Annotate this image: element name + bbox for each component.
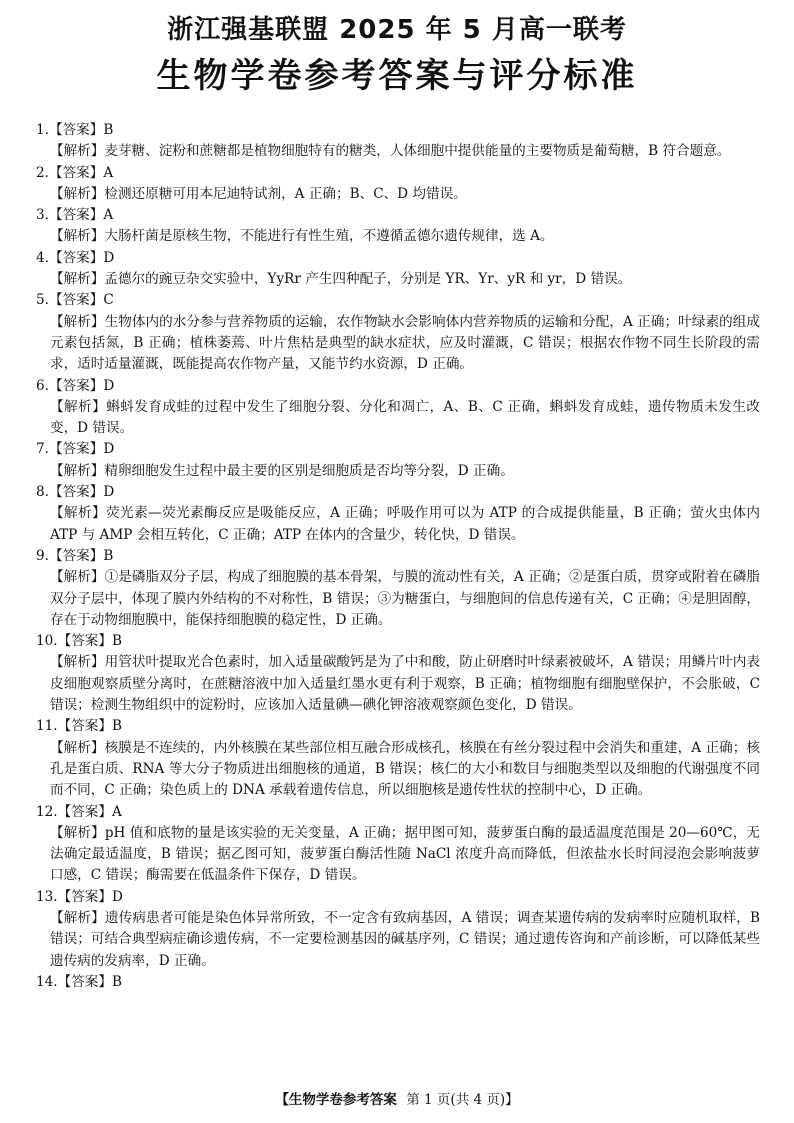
answer-value: D — [103, 249, 115, 266]
answer-item — [36, 205, 760, 248]
answer-line — [36, 972, 760, 993]
explanation — [36, 312, 760, 376]
answer-tag: 【答案】 — [48, 377, 104, 394]
answer-line — [36, 802, 760, 823]
answer-item — [36, 716, 760, 801]
answer-line — [36, 546, 760, 567]
answer-item — [36, 290, 760, 375]
question-number: 8. — [36, 484, 49, 501]
answer-tag: 【答案】 — [57, 888, 112, 905]
answer-line — [36, 887, 760, 908]
explanation-text: 蝌蚪发育成蛙的过程中发生了细胞分裂、分化和凋亡，A、B、C 正确，蝌蚪发育成蛙，遗传物质未发生改变，D 错误。 — [50, 398, 761, 437]
answer-item — [36, 802, 760, 887]
answer-value: B — [112, 718, 122, 735]
question-number: 5. — [36, 292, 49, 309]
explanation — [36, 908, 760, 972]
explanation — [36, 652, 760, 716]
answer-value: B — [112, 973, 122, 990]
explanation — [36, 184, 760, 205]
answer-list — [36, 120, 760, 993]
answer-value: A — [103, 207, 114, 224]
answer-item — [36, 376, 760, 440]
explanation — [36, 269, 760, 290]
explanation-text: 麦芽糖、淀粉和蔗糖都是植物细胞特有的糖类，人体细胞中提供能量的主要物质是葡萄糖，B 符合题意。 — [104, 143, 731, 160]
question-number: 3. — [36, 207, 49, 224]
document-title: 生物学卷参考答案与评分标准 — [156, 56, 638, 96]
answer-value: C — [103, 292, 114, 309]
answer-item — [36, 120, 760, 163]
explanation-tag: 【解析】 — [50, 228, 105, 245]
answer-line — [36, 248, 760, 269]
answer-tag: 【答案】 — [48, 122, 104, 138]
answer-line — [36, 482, 760, 503]
question-number: 13. — [36, 888, 58, 905]
answer-line — [36, 205, 760, 226]
question-number: 12. — [36, 803, 58, 820]
explanation-text: ①是磷脂双分子层，构成了细胞膜的基本骨架，与膜的流动性有关，A 正确；②是蛋白质，贯穿或附着在磷脂双分子层中，体现了膜内外结构的不对称性，B 错误；③为糖蛋白，与细胞间的信息传递有关，C 正确；④是胆固醇，存在于动物细胞膜中，能保持细胞膜的稳定性，D 正确。 — [50, 569, 760, 628]
answer-item — [36, 887, 760, 972]
question-number: 10. — [36, 633, 58, 650]
answer-item — [36, 482, 760, 546]
explanation — [36, 567, 760, 631]
answer-value: A — [103, 164, 114, 181]
answer-item — [36, 631, 760, 716]
explanation — [36, 226, 760, 247]
answer-value: B — [112, 633, 122, 650]
explanation-text: 核膜是不连续的，内外核膜在某些部位相互融合形成核孔，核膜在有丝分裂过程中会消失和重建，A 正确；核孔是蛋白质、RNA 等大分子物质进出细胞核的通道，B 错误；核仁的大小和数目与细胞类型以及细胞的代谢强度不同而不同，C 正确；染色质上的 DNA 承载着遗传信息，所以细胞核是遗传性状的控制中心，D 正确。 — [50, 739, 760, 799]
answer-line — [36, 376, 760, 397]
answer-tag: 【答案】 — [57, 718, 112, 735]
explanation-text: 遗传病患者可能是染色体异常所致，不一定含有致病基因，A 错误；调查某遗传病的发病率时应随机取样，B 错误；可结合典型病症确诊遗传病，不一定要检测基因的碱基序列，C 错误；通过遗传咨询和产前诊断，可以降低某些遗传病的发病率，D 正确。 — [50, 909, 761, 969]
answer-tag: 【答案】 — [57, 633, 112, 650]
explanation — [36, 503, 760, 546]
answer-item — [36, 248, 760, 291]
explanation-tag: 【解析】 — [50, 143, 105, 160]
explanation-text: 精卵细胞发生过程中最主要的区别是细胞质是否均等分裂，D 正确。 — [104, 462, 514, 479]
explanation-tag: 【解析】 — [50, 185, 105, 202]
explanation-text: 大肠杆菌是原核生物，不能进行有性生殖，不遵循孟德尔遗传规律，选 A。 — [104, 228, 554, 245]
explanation — [36, 141, 760, 162]
explanation-tag: 【解析】 — [50, 505, 107, 522]
question-number: 2. — [36, 164, 49, 181]
page-number: 第 1 页(共 4 页)】 — [406, 1092, 519, 1108]
explanation — [36, 823, 760, 887]
answer-value: D — [103, 377, 115, 394]
answer-item — [36, 163, 760, 206]
explanation-tag: 【解析】 — [50, 654, 105, 671]
footer-label: 【生物学卷参考答案 — [275, 1092, 397, 1108]
answer-value: D — [103, 441, 115, 458]
page-footer — [0, 1090, 794, 1110]
explanation-text: 荧光素—荧光素酶反应是吸能反应，A 正确；呼吸作用可以为 ATP 的合成提供能量，B 正确；萤火虫体内 ATP 与 AMP 会相互转化，C 正确；ATP 在体内的含量少，转化快，D 错误。 — [50, 505, 761, 543]
answer-line — [36, 120, 760, 141]
question-number: 4. — [36, 249, 49, 266]
answer-line — [36, 163, 760, 184]
explanation-tag: 【解析】 — [50, 739, 105, 756]
question-number: 14. — [36, 973, 58, 990]
explanation-tag: 【解析】 — [50, 398, 107, 415]
explanation-tag: 【解析】 — [50, 824, 105, 841]
answer-tag: 【答案】 — [48, 207, 104, 224]
question-number: 6. — [36, 377, 49, 394]
answer-value: B — [103, 122, 114, 138]
answer-item — [36, 439, 760, 482]
answer-tag: 【答案】 — [48, 547, 104, 564]
answer-tag: 【答案】 — [48, 441, 104, 458]
answer-tag: 【答案】 — [48, 484, 104, 501]
question-number: 7. — [36, 441, 49, 458]
explanation-text: 检测还原糖可用本尼迪特试剂，A 正确；B、C、D 均错误。 — [104, 185, 467, 202]
question-number: 11. — [36, 718, 58, 735]
answer-tag: 【答案】 — [48, 249, 104, 266]
question-number: 1. — [36, 122, 49, 138]
answer-value: A — [112, 803, 122, 820]
answer-value: B — [103, 547, 114, 564]
answer-line — [36, 439, 760, 460]
answer-tag: 【答案】 — [48, 164, 104, 181]
explanation-tag: 【解析】 — [50, 313, 105, 330]
explanation-tag: 【解析】 — [50, 462, 105, 479]
answer-tag: 【答案】 — [48, 292, 104, 309]
explanation-text: 孟德尔的豌豆杂交实验中，YyRr 产生四种配子，分别是 YR、Yr、yR 和 yr，D 错误。 — [104, 271, 632, 288]
explanation — [36, 461, 760, 482]
answer-line — [36, 290, 760, 311]
answer-line — [36, 631, 760, 652]
explanation-text: 用管状叶提取光合色素时，加入适量碳酸钙是为了中和酸，防止研磨时叶绿素被破坏，A 错误；用鳞片叶内表皮细胞观察质壁分离时，在蔗糖溶液中加入适量红墨水更有利于观察，B 正确；植物细胞有细胞壁保护，不会胀破，C 错误；检测生物组织中的淀粉时，应该加入适量碘—碘化钾溶液观察颜色变化，D 错误。 — [50, 654, 760, 714]
explanation-tag: 【解析】 — [50, 569, 105, 586]
answer-value: D — [103, 484, 115, 501]
explanation — [36, 397, 760, 440]
explanation-tag: 【解析】 — [50, 909, 105, 926]
answer-item — [36, 972, 760, 993]
exam-title: 浙江强基联盟 2025 年 5 月高一联考 — [167, 15, 627, 45]
question-number: 9. — [36, 547, 49, 564]
answer-tag: 【答案】 — [57, 973, 112, 990]
answer-item — [36, 546, 760, 631]
answer-value: D — [112, 888, 123, 905]
explanation-text: 生物体内的水分参与营养物质的运输，农作物缺水会影响体内营养物质的运输和分配，A 正确；叶绿素的组成元素包括氮，B 正确；植株萎蔫、叶片焦枯是典型的缺水症状，应及时灌溉，C 错误；根据农作物不同生长阶段的需求，适时适量灌溉，既能提高农作物产量，又能节约水资源，D 正确。 — [50, 313, 760, 373]
explanation-tag: 【解析】 — [50, 271, 105, 288]
explanation — [36, 738, 760, 802]
explanation-text: pH 值和底物的量是该实验的无关变量，A 正确；据甲图可知，菠萝蛋白酶的最适温度范围是 20—60℃，无法确定最适温度，B 错误；据乙图可知，菠萝蛋白酶活性随 NaCl 浓度升高而降低，但浓盐水长时间浸泡会影响菠萝口感，C 错误；酶需要在低温条件下保存，D 错误。 — [50, 824, 761, 884]
answer-tag: 【答案】 — [57, 803, 112, 820]
answer-line — [36, 716, 760, 737]
